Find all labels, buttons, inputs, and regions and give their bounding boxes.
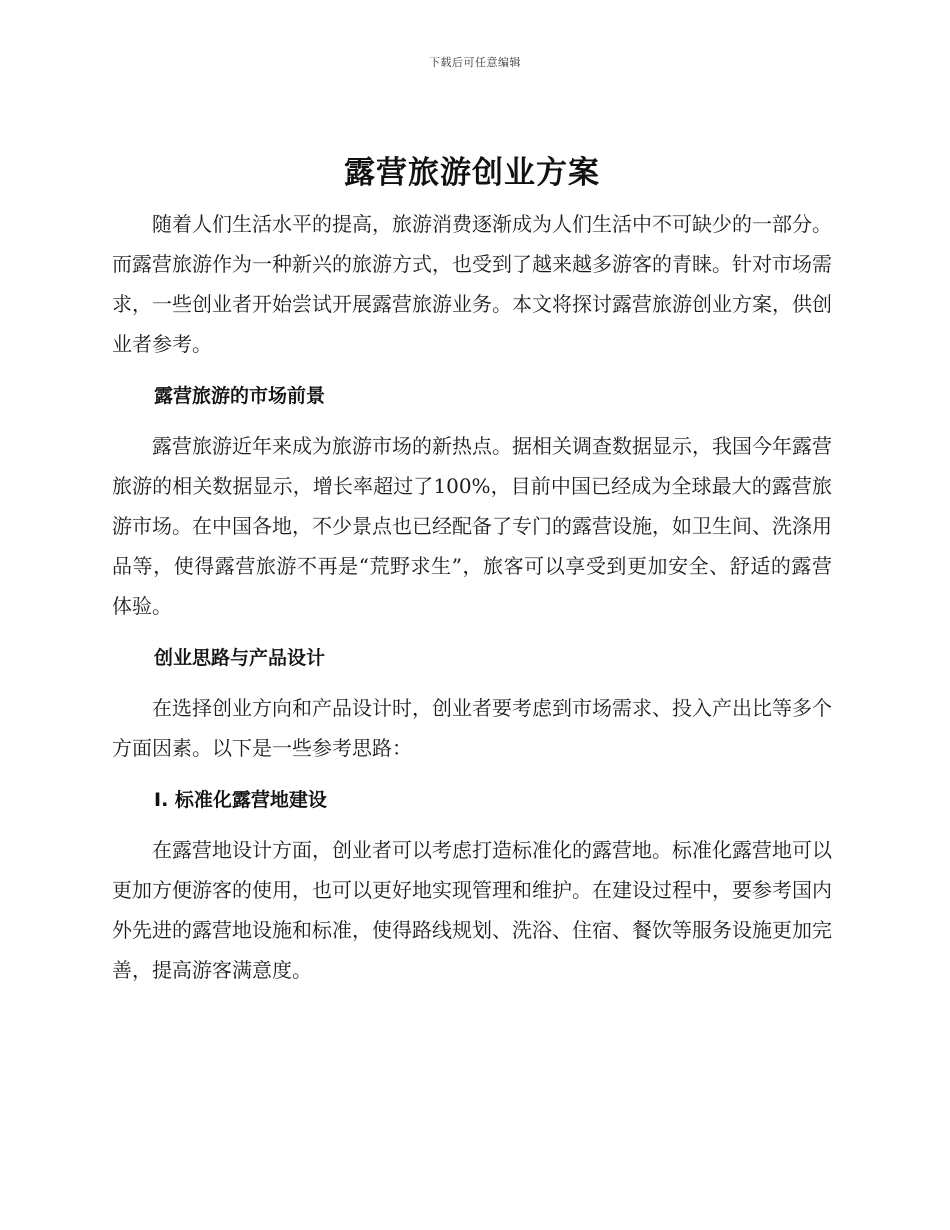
intro-paragraph: 随着人们生活水平的提高，旅游消费逐渐成为人们生活中不可缺少的一部分。而露营旅游作为一种新兴的旅游方式，也受到了越来越多游客的青睐。针对市场需求，一些创业者开始尝试开展露营旅游业务。本文将探讨露营旅游创业方案，供创业者参考。 [112,212,832,356]
document-body [112,148,832,990]
section-heading-market-outlook: 露营旅游的市场前景 [154,385,326,407]
section-heading-business-ideas: 创业思路与产品设计 [154,647,326,669]
section-paragraph-standardized-campsite: 在露营地设计方面，创业者可以考虑打造标准化的露营地。标准化露营地可以更加方便游客的使用，也可以更好地实现管理和维护。在建设过程中，要参考国内外先进的露营地设施和标准，使得路线规划、洗浴、住宿、餐饮等服务设施更加完善，提高游客满意度。 [112,838,832,982]
section-paragraph-market-outlook: 露营旅游近年来成为旅游市场的新热点。据相关调查数据显示，我国今年露营旅游的相关数据显示，增长率超过了100%，目前中国已经成为全球最大的露营旅游市场。在中国各地，不少景点也已经配备了专门的露营设施，如卫生间、洗涤用品等，使得露营旅游不再是“荒野求生”，旅客可以享受到更加安全、舒适的露营体验。 [112,434,832,618]
document-title: 露营旅游创业方案 [344,155,600,191]
page-header-note: 下载后可任意编辑 [429,56,521,69]
section-heading-standardized-campsite: I. 标准化露营地建设 [154,789,327,811]
section-paragraph-business-ideas: 在选择创业方向和产品设计时，创业者要考虑到市场需求、投入产出比等多个方面因素。以下是一些参考思路： [112,696,832,760]
